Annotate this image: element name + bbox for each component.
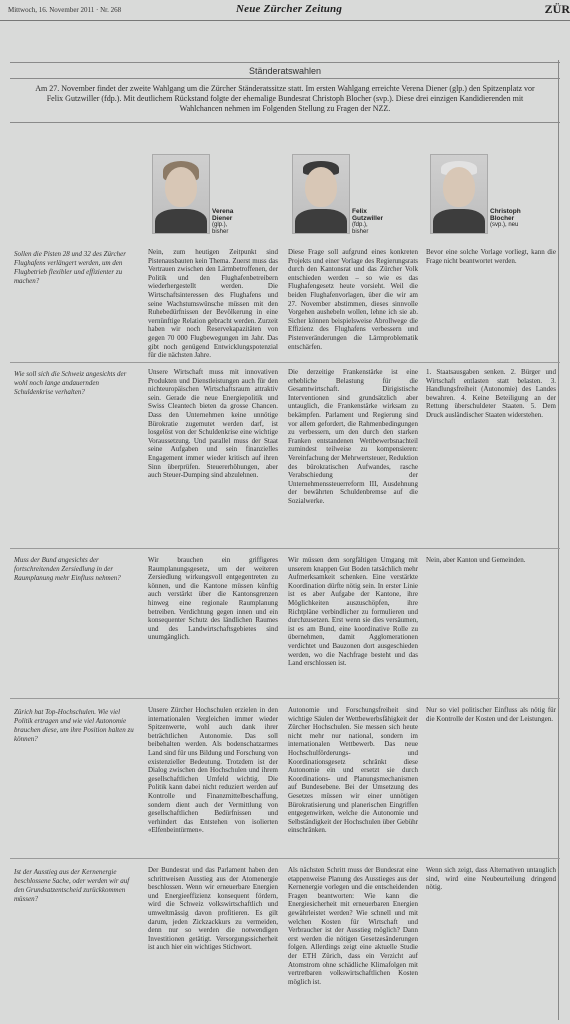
candidate-photo	[152, 154, 210, 234]
intro-text: Am 27. November findet der zweite Wahlgang um die Zürcher Ständeratssitze statt. Im ersten Wahlgang erreichte Verena Diener (glp.) den Spitzenplatz vor Felix Gutzwiller (fdp.). Mit deutlichem Rückstand folgte der ehemalige Bundesrat Christoph Blocher (svp.). Diese drei einzigen Kandidierenden mit Wahlchancen nehmen im Folgenden Stellung zu Fragen der NZZ.	[35, 84, 535, 113]
answer-blocher-2: 1. Staatsausgaben senken. 2. Bürger und Wirtschaft entlasten statt belasten. 3. Handlungsfreiheit (Autonomie) des Landes bewahren. 4. Keine Beteiligung an der Rettung überschuldeter Staaten. 5. Dem Druck ausländischer Staaten widerstehen.	[426, 368, 556, 419]
title-rule	[10, 78, 560, 79]
question-4: Zürich hat Top-Hochschulen. Wie viel Politik ertragen und wie viel Autonomie brauchen diese, um ihre Position halten zu können?	[14, 708, 134, 743]
issue-date: Mittwoch, 16. November 2011 · Nr. 268	[8, 6, 122, 14]
candidate-name: Verena Diener (glp.), bisher	[212, 208, 234, 235]
answer-blocher-5: Wenn sich zeigt, dass Alternativen untauglich sind, wird eine Neubeurteilung dringend nötig.	[426, 866, 556, 892]
row-divider	[10, 858, 560, 859]
answer-blocher-1: Bevor eine solche Vorlage vorliegt, kann die Frage nicht beantwortet werden.	[426, 248, 556, 265]
candidate-name: Christoph Blocher (svp.), neu	[490, 208, 521, 228]
question-5: Ist der Ausstieg aus der Kernenergie beschlossene Sache, oder werden wir auf den Grundsatzentscheid zurückkommen müssen?	[14, 868, 130, 903]
answer-diener-5: Der Bundesrat und das Parlament haben den schrittweisen Ausstieg aus der Atomenergie beschlossen. Wenn wir erneuerbare Energien und Energieeffizienz konsequent fördern, wird die Schweiz volkswirtschaftlich und umweltmässig davon profitieren. Es gilt darum, jeden Zickzackkurs zu vermeiden, denn nur so werden die notwendigen Investitionen getätigt. Versorgungssicherheit ist auch hier ein wichtiges Stichwort.	[148, 866, 278, 952]
top-rule	[10, 62, 560, 63]
section-city: ZÜR	[544, 2, 570, 16]
answer-blocher-4: Nur so viel politischer Einfluss als nötig für die Kontrolle der Kosten und der Leistungen.	[426, 706, 556, 723]
answer-diener-1: Nein, zum heutigen Zeitpunkt sind Pistenausbauten kein Thema. Zuerst muss das Vertrauen zwischen den Lärmbetroffenen, der Politik und den Flughafenbetreibern wiederhergestellt werden. Die Wirtschaftsinteressen des Flughafens und seine Wachstumswünsche müssen mit den Ruhebedürfnissen der Bevölkerung in eine vernünftige Relation gebracht werden. Zurzeit haben wir noch Reservekapazitäten von gegen 70 000 Flugbewegungen im Jahr. Das gibt noch genügend Entwicklungspotenzial für die nächsten Jahre.	[148, 248, 278, 360]
answer-diener-3: Wir brauchen ein griffigeres Raumplanungsgesetz, um der weiteren Zersiedlung wirkungsvoll entgegentreten zu können, und die Kantone müssen künftig auch verstärkt über die Kantonsgrenzen hinweg eine regionale Raumplanung betreiben. Verdichtung gegen innen und ein konsequenter Schutz des ländlichen Raumes und des Landwirtschaftsgebietes sind unumgänglich.	[148, 556, 278, 642]
answer-gutzwiller-4: Autonomie und Forschungsfreiheit sind wichtige Säulen der Wettbewerbsfähigkeit der Zürcher Hochschulen. Sie messen sich heute nicht mehr nur national, sondern im internationalen Wettbewerb. Das neue Hochschulförderungs- und Koordinationsgesetz schränkt diese Autonomie ein und ersetzt sie durch Koordinations- und Planungsmechanismen auf Bundesebene. Bei der Umsetzung des Gesetzes müssen wir einer unnötigen Bürokratisierung und planerischen Eingriffen entgegenwirken, welche die Autonomie und Selbständigkeit der Hochschulen über Gebühr einschränken.	[288, 706, 418, 835]
answer-diener-2: Unsere Wirtschaft muss mit innovativen Produkten und Dienstleistungen auch für den nichteuropäischen Wirtschaftsraum attraktiv sein. Gerade die neue Energiepolitik und Swiss Cleantech bieten da grosse Chancen. Dass den Unternehmen keine unnötige Bürokratie zugemutet werden darf, ist losgelöst von der Schuldenkrise eine wichtige Voraussetzung. Und parallel muss der Staat seine Aufgaben und sein finanzielles Engagement immer wieder kritisch auf ihren Sinn überprüfen. Steuererhöhungen, aber auch Steuer-Dumping sind abzulehnen.	[148, 368, 278, 480]
answer-diener-4: Unsere Zürcher Hochschulen erzielen in den internationalen Vergleichen immer wieder Spitzenwerte, wohl auch dank ihrer beträchtlichen Autonomie. Das soll beibehalten werden. Als bodenschatzarmes Land sind für uns Bildung und Forschung von existenzieller Bedeutung. Trotzdem ist der Dialog zwischen den Hochschulen und ihrem gesellschaftlichen Umfeld wichtig. Die Politik kann dabei nicht reduziert werden auf Kontrolle und Finanzmittelbeschaffung, sondern dient auch der Vermittlung von gesellschaftlichen Bedürfnissen und verhindert das Entstehen von isolierten «Elfenbeintürmen».	[148, 706, 278, 835]
candidate-photo	[430, 154, 488, 234]
newspaper-name: Neue Zürcher Zeitung	[236, 3, 343, 15]
row-divider	[10, 548, 560, 549]
row-divider	[10, 698, 560, 699]
answer-gutzwiller-5: Als nächsten Schritt muss der Bundesrat eine etappenweise Planung des Ausstieges aus der Kernenergie vorlegen und die entscheidenden Fragen beantworten: Wie kann die Energiesicherheit mit erneuerbaren Energien gewährleistet werden? Wie schnell und mit welchen Kosten für Wirtschaft und Verbraucher ist der Ausstieg möglich? Dann erst werden die nötigen Gesetzesänderungen folgen. Allerdings zeigt eine aktuelle Studie der ETH Zürich, dass ein Verzicht auf Atomstrom ohne schädliche Klimafolgen mit vertretbaren volkswirtschaftlichen Kosten möglich ist.	[288, 866, 418, 986]
question-1: Sollen die Pisten 28 und 32 des Zürcher Flughafens verlängert werden, um den Flugbetrieb flexibler und effizienter zu machen?	[14, 250, 126, 285]
masthead	[0, 0, 570, 21]
answer-blocher-3: Nein, aber Kanton und Gemeinden.	[426, 556, 526, 564]
candidate-photo	[292, 154, 350, 234]
column-divider	[558, 60, 559, 1020]
question-2: Wie soll sich die Schweiz angesichts der wohl noch lange andauernden Schuldenkrise verhalten?	[14, 370, 127, 396]
answer-gutzwiller-3: Wir müssen dem sorgfältigen Umgang mit unserem knappen Gut Boden tatsächlich mehr Aufmerksamkeit schenken. Eine verstärkte Koordination dürfte nötig sein. In erster Linie ist es aber Aufgabe der Kantone, ihre Möglichkeiten auszuschöpfen, ihre Richtpläne verbindlicher zu formulieren und durchzusetzen. Erst wenn sie dies versäumen, ist es am Bund, eine koordinative Rolle zu übernehmen, damit Agglomerationen verdichtet und Bauzonen dort ausgeschieden werden, wo die Nachfrage besteht und das Land erschlossen ist.	[288, 556, 418, 668]
question-3: Muss der Bund angesichts der fortschreitenden Zersiedlung in der Raumplanung mehr Einfluss nehmen?	[14, 556, 121, 582]
row-divider	[10, 362, 560, 363]
candidate-name: Felix Gutzwiller (fdp.), bisher	[352, 208, 384, 235]
intro-rule	[10, 122, 560, 123]
section-title: Ständeratswahlen	[248, 66, 322, 76]
answer-gutzwiller-1: Diese Frage soll aufgrund eines konkreten Projekts und einer Vorlage des Regierungsrats durch den Kantonsrat und das Zürcher Volk entschieden werden – so wie es das Flughafengesetz heute vorsieht. Weil die beiden Flughafenvorlagen, über die wir am 27. November abstimmen, dieses sinnvolle Vorgehen aushebeln wollen, lehne ich sie ab. Sicher können beispielsweise Abrollwege die Effizienz des Flughafens verbessern und Pistenveränderungen die Lärmproblematik entschärfen.	[288, 248, 418, 351]
answer-gutzwiller-2: Die derzeitige Frankenstärke ist eine erhebliche Belastung für die Gesamtwirtschaft. Dirigistische Interventionen sind grundsätzlich aber untauglich, die Frankenstärke wirksam zu bekämpfen. Parlament und Regierung sind vor allem gefordert, die Rahmenbedingungen zu verbessern, um den durch den starken Franken entstandenen Wettbewerbsnachteil zumindest teilweise zu kompensieren: Vereinfachung der Mehrwertsteuer, Reduktion des bürokratischen Aufwandes, rasche Verabschiedung der Unternehmenssteuerreform III, Ausdehnung der bewährten Schuldenbremse auf die Sozialwerke.	[288, 368, 418, 505]
